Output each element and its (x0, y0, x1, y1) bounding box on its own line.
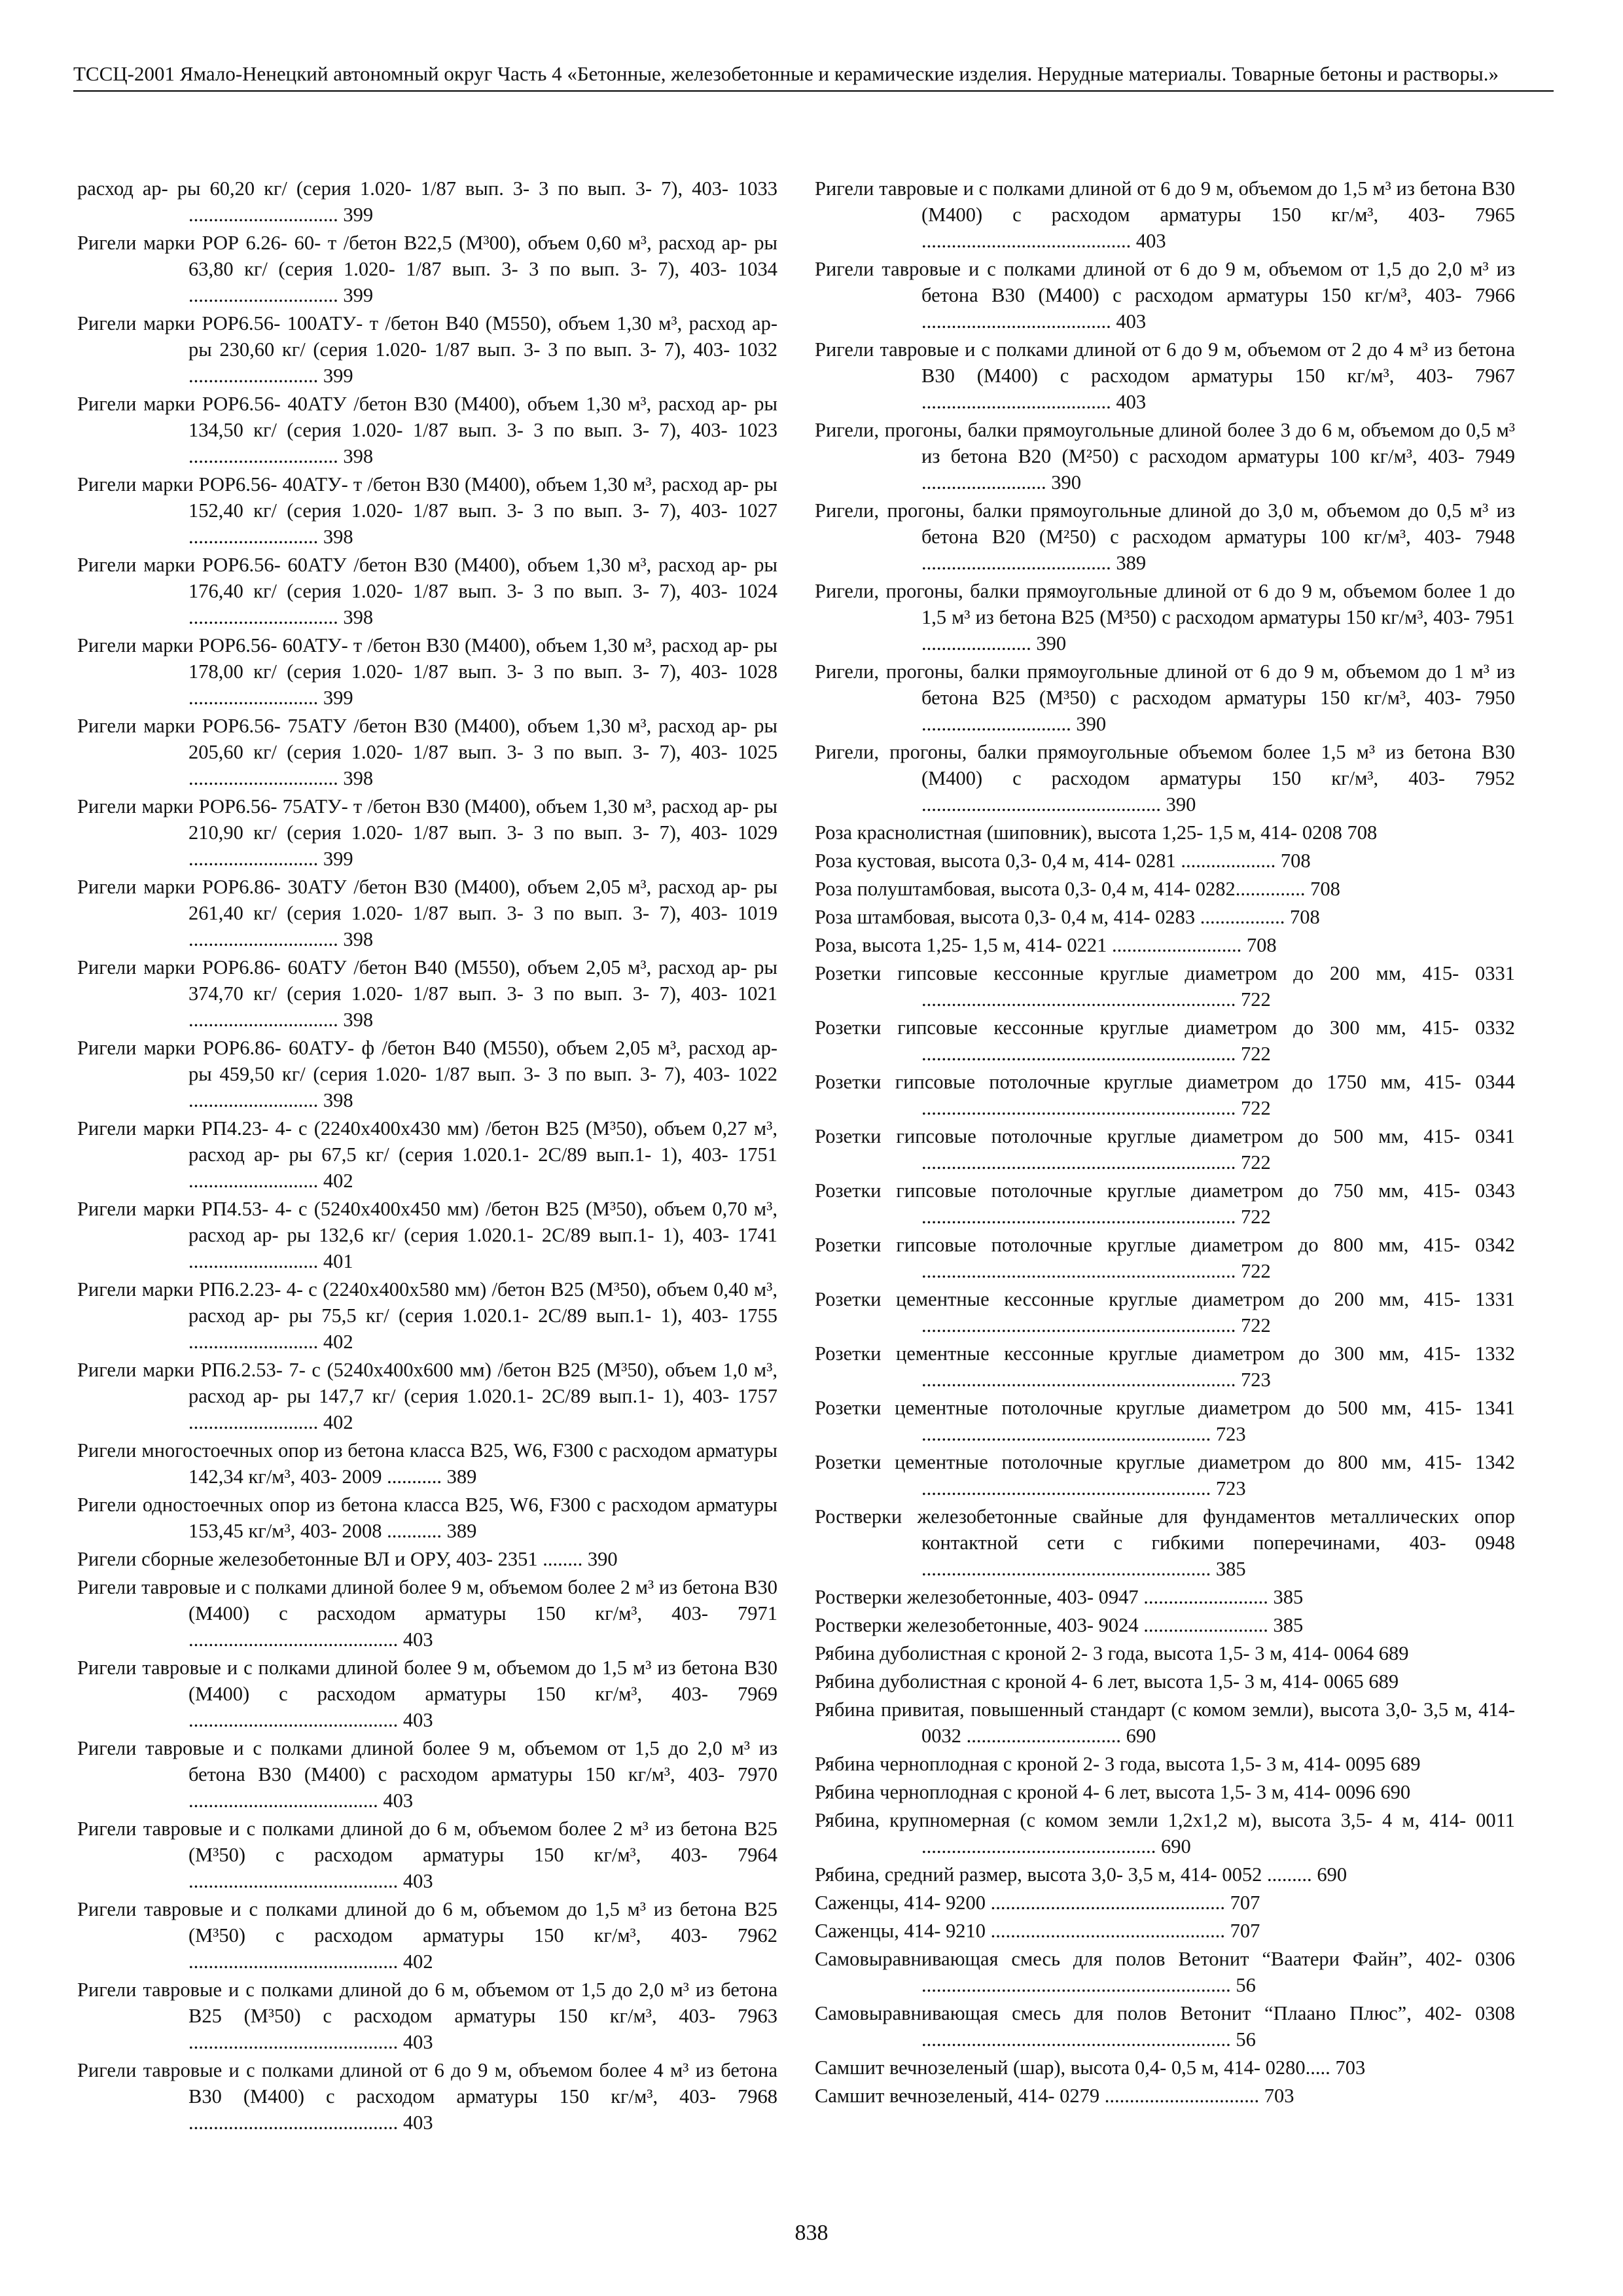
index-entry (77, 874, 777, 952)
entry-text: Ригели марки РОР6.56- 40АТУ- т /бетон В30 (М400), объем 1,30 м³, расход ар- ры 152,40 кг/ (серия 1.020- 1/87 вып. 3- 3 по вып. 3- 7), 403- 1027 .......................... (77, 473, 777, 548)
entry-page-ref: 398 (343, 1009, 374, 1031)
entry-text: Ригели марки РОР 6.26- 60- т /бетон В22,5 (М³00), объем 0,60 м³, расход ар- ры 63,80 кг/ (серия 1.020- 1/87 вып. 3- 3 по вып. 3- 7), 403- 1034 .............................. (77, 232, 777, 306)
entry-page-ref: 390 (1051, 471, 1081, 493)
index-entry (77, 1437, 777, 1490)
entry-page-ref: 398 (323, 526, 353, 548)
index-entry (77, 1896, 777, 1975)
entry-text: Ригели одностоечных опор из бетона класса В25, W6, F300 с расходом арматуры 153,45 кг/м³, 403- 2008 ........... (77, 1494, 777, 1542)
entry-page-ref: 403 (402, 2031, 433, 2053)
entry-page-ref: 398 (343, 928, 374, 950)
index-entry (815, 1807, 1515, 1859)
entry-text: Саженцы, 414- 9200 ............................................... (815, 1892, 1226, 1914)
entry-page-ref: 398 (323, 1089, 353, 1111)
entry-text: Ригели марки РП4.23- 4- с (2240х400х430 мм) /бетон В25 (М³50), объем 0,27 м³, расход ар- ры 67,5 кг/ (серия 1.020.1- 2С/89 вып.1- 1), 403- 1751 .......................... (77, 1117, 777, 1192)
index-entry (815, 1449, 1515, 1501)
index-entry (815, 1123, 1515, 1175)
entry-page-ref: 722 (1241, 1206, 1271, 1228)
index-entry (77, 1816, 777, 1894)
entry-text: Ригели марки РОР6.56- 40АТУ /бетон В30 (М400), объем 1,30 м³, расход ар- ры 134,50 кг/ (серия 1.020- 1/87 вып. 3- 3 по вып. 3- 7), 403- 1023 .............................. (77, 393, 777, 467)
entry-page-ref: 690 (1380, 1781, 1411, 1803)
entry-page-ref: 722 (1241, 1151, 1271, 1174)
entry-page-ref: 403 (383, 1789, 414, 1812)
entry-text: Ригели тавровые и с полками длиной до 6 м, объемом до 1,5 м³ из бетона В25 (М³50) с расходом арматуры 150 кг/м³, 403- 7962 .......................................... (77, 1898, 777, 1973)
index-entry (77, 175, 777, 228)
entry-page-ref: 399 (343, 284, 374, 306)
entry-text: Ригели тавровые и с полками длиной от 6 до 9 м, объемом до 1,5 м³ из бетона В30 (М400) с расходом арматуры 150 кг/м³, 403- 7965 .......................................... (815, 177, 1515, 252)
entry-page-ref: 390 (1076, 713, 1107, 735)
entry-text: Розетки гипсовые потолочные круглые диаметром до 750 мм, 415- 0343 ............................................................... (815, 1179, 1515, 1228)
index-entry (77, 471, 777, 550)
entry-text: Ригели, прогоны, балки прямоугольные длиной от 6 до 9 м, объемом до 1 м³ из бетона В25 (М³50) с расходом арматуры 150 кг/м³, 403- 7950 .............................. (815, 660, 1515, 735)
entry-text: Самовыравнивающая смесь для полов Ветонит “Ваатери Файн”, 402- 0306 .............................................................. (815, 1948, 1515, 1996)
entry-text: Ригели марки РОР6.86- 60АТУ- ф /бетон В40 (М550), объем 2,05 м³, расход ар- ры 459,50 кг/ (серия 1.020- 1/87 вып. 3- 3 по вып. 3- 7), 403- 1022 .......................... (77, 1037, 777, 1111)
entry-text: Рябина, средний размер, высота 3,0- 3,5 м, 414- 0052 ......... (815, 1863, 1312, 1886)
entry-text: Рябина черноплодная с кроной 2- 3 года, высота 1,5- 3 м, 414- 0095 (815, 1753, 1386, 1775)
entry-page-ref: 708 (1347, 821, 1378, 844)
entry-page-ref: 690 (1126, 1725, 1156, 1747)
index-entry (815, 1014, 1515, 1067)
entry-text: Розетки гипсовые потолочные круглые диаметром до 500 мм, 415- 0341 ............................................................... (815, 1125, 1515, 1174)
entry-text: Ригели марки РОР6.56- 100АТУ- т /бетон В40 (М550), объем 1,30 м³, расход ар- ры 230,60 кг/ (серия 1.020- 1/87 вып. 3- 3 по вып. 3- 7), 403- 1032 .......................... (77, 312, 777, 387)
entry-page-ref: 708 (1290, 906, 1320, 928)
entry-text: Роза, высота 1,25- 1,5 м, 414- 0221 .......................... (815, 934, 1242, 956)
index-entry (815, 1779, 1515, 1805)
entry-text: Рябина, крупномерная (с комом земли 1,2х1,2 м), высота 3,5- 4 м, 414- 0011 ............................................... (815, 1809, 1515, 1857)
index-entry (815, 1668, 1515, 1695)
index-entry (77, 391, 777, 469)
entry-page-ref: 401 (323, 1250, 353, 1272)
entry-text: Рябина привитая, повышенный стандарт (с комом земли), высота 3,0- 3,5 м, 414- 0032 ............................... (815, 1698, 1515, 1747)
entry-text: Ростверки железобетонные, 403- 0947 ......................... (815, 1586, 1268, 1608)
entry-text: Роза штамбовая, высота 0,3- 0,4 м, 414- 0283 ................. (815, 906, 1285, 928)
entry-text: Ригели тавровые и с полками длиной от 6 до 9 м, объемом от 2 до 4 м³ из бетона В30 (М400) с расходом арматуры 150 кг/м³, 403- 7967 ...................................... (815, 338, 1515, 413)
entry-text: Самовыравнивающая смесь для полов Ветонит “Плаано Плюс”, 402- 0308 .............................................................. (815, 2002, 1515, 2051)
entry-page-ref: 403 (402, 1628, 433, 1651)
entry-text: Ригели тавровые и с полками длиной от 6 до 9 м, объемом более 4 м³ из бетона В30 (М400) с расходом арматуры 150 кг/м³, 403- 7968 .......................................... (77, 2059, 777, 2134)
entry-page-ref: 707 (1230, 1920, 1260, 1942)
index-entry (815, 497, 1515, 576)
entry-text: Ригели марки РОР6.86- 60АТУ /бетон В40 (М550), объем 2,05 м³, расход ар- ры 374,70 кг/ (серия 1.020- 1/87 вып. 3- 3 по вып. 3- 7), 403- 1021 .............................. (77, 956, 777, 1031)
entry-page-ref: 390 (1166, 793, 1196, 816)
entry-page-ref: 398 (343, 767, 374, 789)
entry-text: Ригели марки РП4.53- 4- с (5240х400х450 мм) /бетон В25 (М³50), объем 0,70 м³, расход ар- ры 132,6 кг/ (серия 1.020.1- 2С/89 вып.1- 1), 403- 1741 .......................... (77, 1198, 777, 1272)
entry-page-ref: 689 (1368, 1670, 1399, 1693)
index-entry (815, 2083, 1515, 2109)
index-entry (815, 336, 1515, 415)
index-entry (815, 739, 1515, 817)
index-entry (815, 1232, 1515, 1284)
entry-text: Ригели, прогоны, балки прямоугольные длиной до 3,0 м, объемом до 0,5 м³ из бетона В20 (М²50) с расходом арматуры 100 кг/м³, 403- 7948 ...................................... (815, 499, 1515, 574)
entry-page-ref: 385 (1273, 1614, 1304, 1636)
entry-text: Рябина дуболистная с кроной 2- 3 года, высота 1,5- 3 м, 414- 0064 (815, 1642, 1374, 1664)
index-entry (77, 1546, 777, 1572)
index-entry (815, 1069, 1515, 1121)
index-entry (815, 819, 1515, 846)
entry-text: Ригели, прогоны, балки прямоугольные длиной от 6 до 9 м, объемом более 1 до 1,5 м³ из бетона В25 (М³50) с расходом арматуры 150 кг/м³, 403- 7951 ...................... (815, 580, 1515, 655)
entry-page-ref: 689 (1390, 1753, 1421, 1775)
index-entry (77, 2057, 777, 2136)
index-entry (77, 1035, 777, 1113)
index-entry (77, 1735, 777, 1814)
index-entry (77, 230, 777, 308)
entry-page-ref: 707 (1230, 1892, 1260, 1914)
entry-page-ref: 722 (1241, 988, 1271, 1011)
entry-page-ref: 398 (343, 606, 374, 628)
index-entry (815, 960, 1515, 1013)
entry-page-ref: 722 (1241, 1314, 1271, 1336)
index-entry (815, 1890, 1515, 1916)
entry-text: Рябина дуболистная с кроной 4- 6 лет, высота 1,5- 3 м, 414- 0065 (815, 1670, 1364, 1693)
entry-text: Розетки цементные кессонные круглые диаметром до 300 мм, 415- 1332 ............................................................... (815, 1342, 1515, 1391)
index-entry (77, 1276, 777, 1355)
entry-text: Самшит вечнозеленый (шар), высота 0,4- 0,5 м, 414- 0280..... (815, 2056, 1330, 2079)
entry-page-ref: 56 (1236, 2028, 1256, 2051)
entry-page-ref: 722 (1241, 1260, 1271, 1282)
entry-page-ref: 402 (323, 1331, 353, 1353)
index-entry (77, 713, 777, 791)
index-entry (77, 1977, 777, 2055)
entry-text: Ригели тавровые и с полками длиной более 9 м, объемом до 1,5 м³ из бетона В30 (М400) с расходом арматуры 150 кг/м³, 403- 7969 .......................................... (77, 1657, 777, 1731)
index-entry (815, 578, 1515, 656)
entry-text: Ригели, прогоны, балки прямоугольные объемом более 1,5 м³ из бетона В30 (М400) с расходом арматуры 150 кг/м³, 403- 7952 ................................................ (815, 741, 1515, 816)
index-entry (815, 904, 1515, 930)
entry-page-ref: 723 (1215, 1477, 1246, 1499)
entry-page-ref: 56 (1236, 1974, 1256, 1996)
entry-text: Ригели сборные железобетонные ВЛ и ОРУ, 403- 2351 ........ (77, 1548, 583, 1570)
index-entry (77, 1115, 777, 1194)
entry-text: Саженцы, 414- 9210 ............................................... (815, 1920, 1226, 1942)
index-entry (815, 1177, 1515, 1230)
entry-page-ref: 402 (402, 1950, 433, 1973)
index-entry (815, 1696, 1515, 1749)
entry-page-ref: 690 (1317, 1863, 1347, 1886)
index-column-right (815, 175, 1515, 2111)
entry-text: Ригели марки РОР6.56- 60АТУ- т /бетон В30 (М400), объем 1,30 м³, расход ар- ры 178,00 кг/ (серия 1.020- 1/87 вып. 3- 3 по вып. 3- 7), 403- 1028 .......................... (77, 634, 777, 709)
entry-page-ref: 399 (323, 365, 353, 387)
entry-page-ref: 403 (1116, 391, 1147, 413)
entry-text: Розетки гипсовые кессонные круглые диаметром до 300 мм, 415- 0332 ............................................................... (815, 1016, 1515, 1065)
entry-page-ref: 723 (1215, 1423, 1246, 1445)
entry-text: Роза кустовая, высота 0,3- 0,4 м, 414- 0281 ................... (815, 850, 1276, 872)
entry-text: Ригели марки РОР6.56- 75АТУ /бетон В30 (М400), объем 1,30 м³, расход ар- ры 205,60 кг/ (серия 1.020- 1/87 вып. 3- 3 по вып. 3- 7), 403- 1025 .............................. (77, 715, 777, 789)
index-entry (77, 954, 777, 1033)
entry-text: Ростверки железобетонные свайные для фундаментов металлических опор контактной сети с гибкими поперечинами, 403- 0948 .......................................................... (815, 1505, 1515, 1580)
index-entry (815, 1395, 1515, 1447)
entry-page-ref: 385 (1273, 1586, 1304, 1608)
entry-page-ref: 385 (1215, 1558, 1246, 1580)
index-entry (77, 632, 777, 711)
entry-page-ref: 403 (1116, 310, 1147, 332)
index-entry (815, 1946, 1515, 1998)
page-header (73, 60, 1554, 92)
entry-page-ref: 402 (323, 1170, 353, 1192)
entry-text: Ростверки железобетонные, 403- 9024 ......................... (815, 1614, 1268, 1636)
entry-page-ref: 403 (402, 2111, 433, 2134)
entry-page-ref: 390 (1036, 632, 1067, 655)
entry-page-ref: 690 (1161, 1835, 1191, 1857)
index-entry (815, 256, 1515, 334)
entry-text: Ригели тавровые и с полками длиной до 6 м, объемом более 2 м³ из бетона В25 (М³50) с расходом арматуры 150 кг/м³, 403- 7964 .......................................... (77, 1818, 777, 1892)
page-number: 838 (794, 2221, 829, 2245)
entry-page-ref: 389 (446, 1465, 477, 1488)
entry-page-ref: 708 (1310, 878, 1340, 900)
entry-text: Розетки гипсовые потолочные круглые диаметром до 1750 мм, 415- 0344 ............................................................... (815, 1071, 1515, 1119)
index-entry (77, 793, 777, 872)
entry-page-ref: 722 (1241, 1043, 1271, 1065)
entry-page-ref: 703 (1264, 2085, 1294, 2107)
entry-text: Ригели тавровые и с полками длиной от 6 до 9 м, объемом от 1,5 до 2,0 м³ из бетона В30 (М400) с расходом арматуры 150 кг/м³, 403- 7966 ...................................... (815, 258, 1515, 332)
index-entry (815, 1503, 1515, 1582)
entry-text: Ригели марки РОР6.56- 75АТУ- т /бетон В30 (М400), объем 1,30 м³, расход ар- ры 210,90 кг/ (серия 1.020- 1/87 вып. 3- 3 по вып. 3- 7), 403- 1029 .......................... (77, 795, 777, 870)
index-entry (815, 1751, 1515, 1777)
index-entry (77, 1655, 777, 1733)
entry-text: Ригели тавровые и с полками длиной до 6 м, объемом от 1,5 до 2,0 м³ из бетона В25 (М³50) с расходом арматуры 150 кг/м³, 403- 7963 .......................................... (77, 1979, 777, 2053)
index-entry (815, 848, 1515, 874)
index-entry (815, 1612, 1515, 1638)
entry-page-ref: 399 (343, 204, 374, 226)
entry-text: Розетки гипсовые потолочные круглые диаметром до 800 мм, 415- 0342 ............................................................... (815, 1234, 1515, 1282)
entry-page-ref: 403 (1135, 230, 1166, 252)
index-entry (77, 552, 777, 630)
entry-page-ref: 703 (1335, 2056, 1366, 2079)
entry-text: Розетки цементные кессонные круглые диаметром до 200 мм, 415- 1331 ............................................................... (815, 1288, 1515, 1336)
entry-text: Самшит вечнозеленый, 414- 0279 ............................... (815, 2085, 1260, 2107)
index-entry (815, 932, 1515, 958)
index-column-left (77, 175, 777, 2138)
index-entry (815, 175, 1515, 254)
entry-page-ref: 402 (323, 1411, 353, 1433)
entry-text: Роза полуштамбовая, высота 0,3- 0,4 м, 414- 0282.............. (815, 878, 1306, 900)
entry-text: Ригели марки РОР6.86- 30АТУ /бетон В30 (М400), объем 2,05 м³, расход ар- ры 261,40 кг/ (серия 1.020- 1/87 вып. 3- 3 по вып. 3- 7), 403- 1019 .............................. (77, 876, 777, 950)
entry-text: Ригели тавровые и с полками длиной более 9 м, объемом более 2 м³ из бетона В30 (М400) с расходом арматуры 150 кг/м³, 403- 7971 .......................................... (77, 1576, 777, 1651)
entry-text: Ригели, прогоны, балки прямоугольные длиной более 3 до 6 м, объемом до 0,5 м³ из бетона В20 (М²50) с расходом арматуры 100 кг/м³, 403- 7949 ......................... (815, 419, 1515, 493)
entry-page-ref: 398 (343, 445, 374, 467)
entry-page-ref: 722 (1241, 1097, 1271, 1119)
index-entry (815, 876, 1515, 902)
entry-text: Ригели многостоечных опор из бетона класса В25, W6, F300 с расходом арматуры 142,34 кг/м³, 403- 2009 ........... (77, 1439, 777, 1488)
index-entry (815, 1340, 1515, 1393)
entry-text: Ригели марки РОР6.56- 60АТУ /бетон В30 (М400), объем 1,30 м³, расход ар- ры 176,40 кг/ (серия 1.020- 1/87 вып. 3- 3 по вып. 3- 7), 403- 1024 .............................. (77, 554, 777, 628)
entry-page-ref: 399 (323, 687, 353, 709)
entry-page-ref: 399 (323, 848, 353, 870)
entry-text: Ригели марки РП6.2.53- 7- с (5240х400х600 мм) /бетон В25 (М³50), объем 1,0 м³, расход ар- ры 147,7 кг/ (серия 1.020.1- 2С/89 вып.1- 1), 403- 1757 .......................... (77, 1359, 777, 1433)
entry-text: Розетки цементные потолочные круглые диаметром до 800 мм, 415- 1342 .......................................................... (815, 1451, 1515, 1499)
entry-text: расход ар- ры 60,20 кг/ (серия 1.020- 1/87 вып. 3- 3 по вып. 3- 7), 403- 1033 .............................. (77, 177, 777, 226)
index-entry (815, 2054, 1515, 2081)
index-entry (815, 1286, 1515, 1338)
index-entry (815, 2000, 1515, 2053)
entry-page-ref: 708 (1280, 850, 1311, 872)
entry-text: Роза краснолистная (шиповник), высота 1,25- 1,5 м, 414- 0208 (815, 821, 1342, 844)
index-entry (77, 1574, 777, 1653)
index-entry (77, 310, 777, 389)
entry-page-ref: 389 (446, 1520, 477, 1542)
entry-page-ref: 389 (1116, 552, 1147, 574)
entry-text: Ригели тавровые и с полками длиной более 9 м, объемом от 1,5 до 2,0 м³ из бетона В30 (М400) с расходом арматуры 150 кг/м³, 403- 7970 ...................................... (77, 1737, 777, 1812)
entry-text: Ригели марки РП6.2.23- 4- с (2240х400х580 мм) /бетон В25 (М³50), объем 0,40 м³, расход ар- ры 75,5 кг/ (серия 1.020.1- 2С/89 вып.1- 1), 403- 1755 .......................... (77, 1278, 777, 1353)
entry-page-ref: 403 (402, 1709, 433, 1731)
entry-page-ref: 403 (402, 1870, 433, 1892)
entry-page-ref: 390 (587, 1548, 618, 1570)
index-entry (815, 1918, 1515, 1944)
index-entry (815, 1640, 1515, 1666)
index-entry (815, 658, 1515, 737)
entry-text: Рябина черноплодная с кроной 4- 6 лет, высота 1,5- 3 м, 414- 0096 (815, 1781, 1376, 1803)
entry-page-ref: 723 (1241, 1369, 1271, 1391)
entry-page-ref: 689 (1378, 1642, 1409, 1664)
index-entry (77, 1357, 777, 1435)
entry-text: Розетки цементные потолочные круглые диаметром до 500 мм, 415- 1341 .......................................................... (815, 1397, 1515, 1445)
index-entry (77, 1492, 777, 1544)
header-title: ТССЦ-2001 Ямало-Ненецкий автономный округ Часть 4 «Бетонные, железобетонные и керамические изделия. Нерудные материалы. Товарные бетоны и растворы.» (73, 62, 1499, 85)
index-entry (815, 1584, 1515, 1610)
entry-page-ref: 708 (1246, 934, 1277, 956)
index-entry (815, 417, 1515, 495)
index-entry (815, 1861, 1515, 1888)
entry-text: Розетки гипсовые кессонные круглые диаметром до 200 мм, 415- 0331 ............................................................... (815, 962, 1515, 1011)
index-entry (77, 1196, 777, 1274)
